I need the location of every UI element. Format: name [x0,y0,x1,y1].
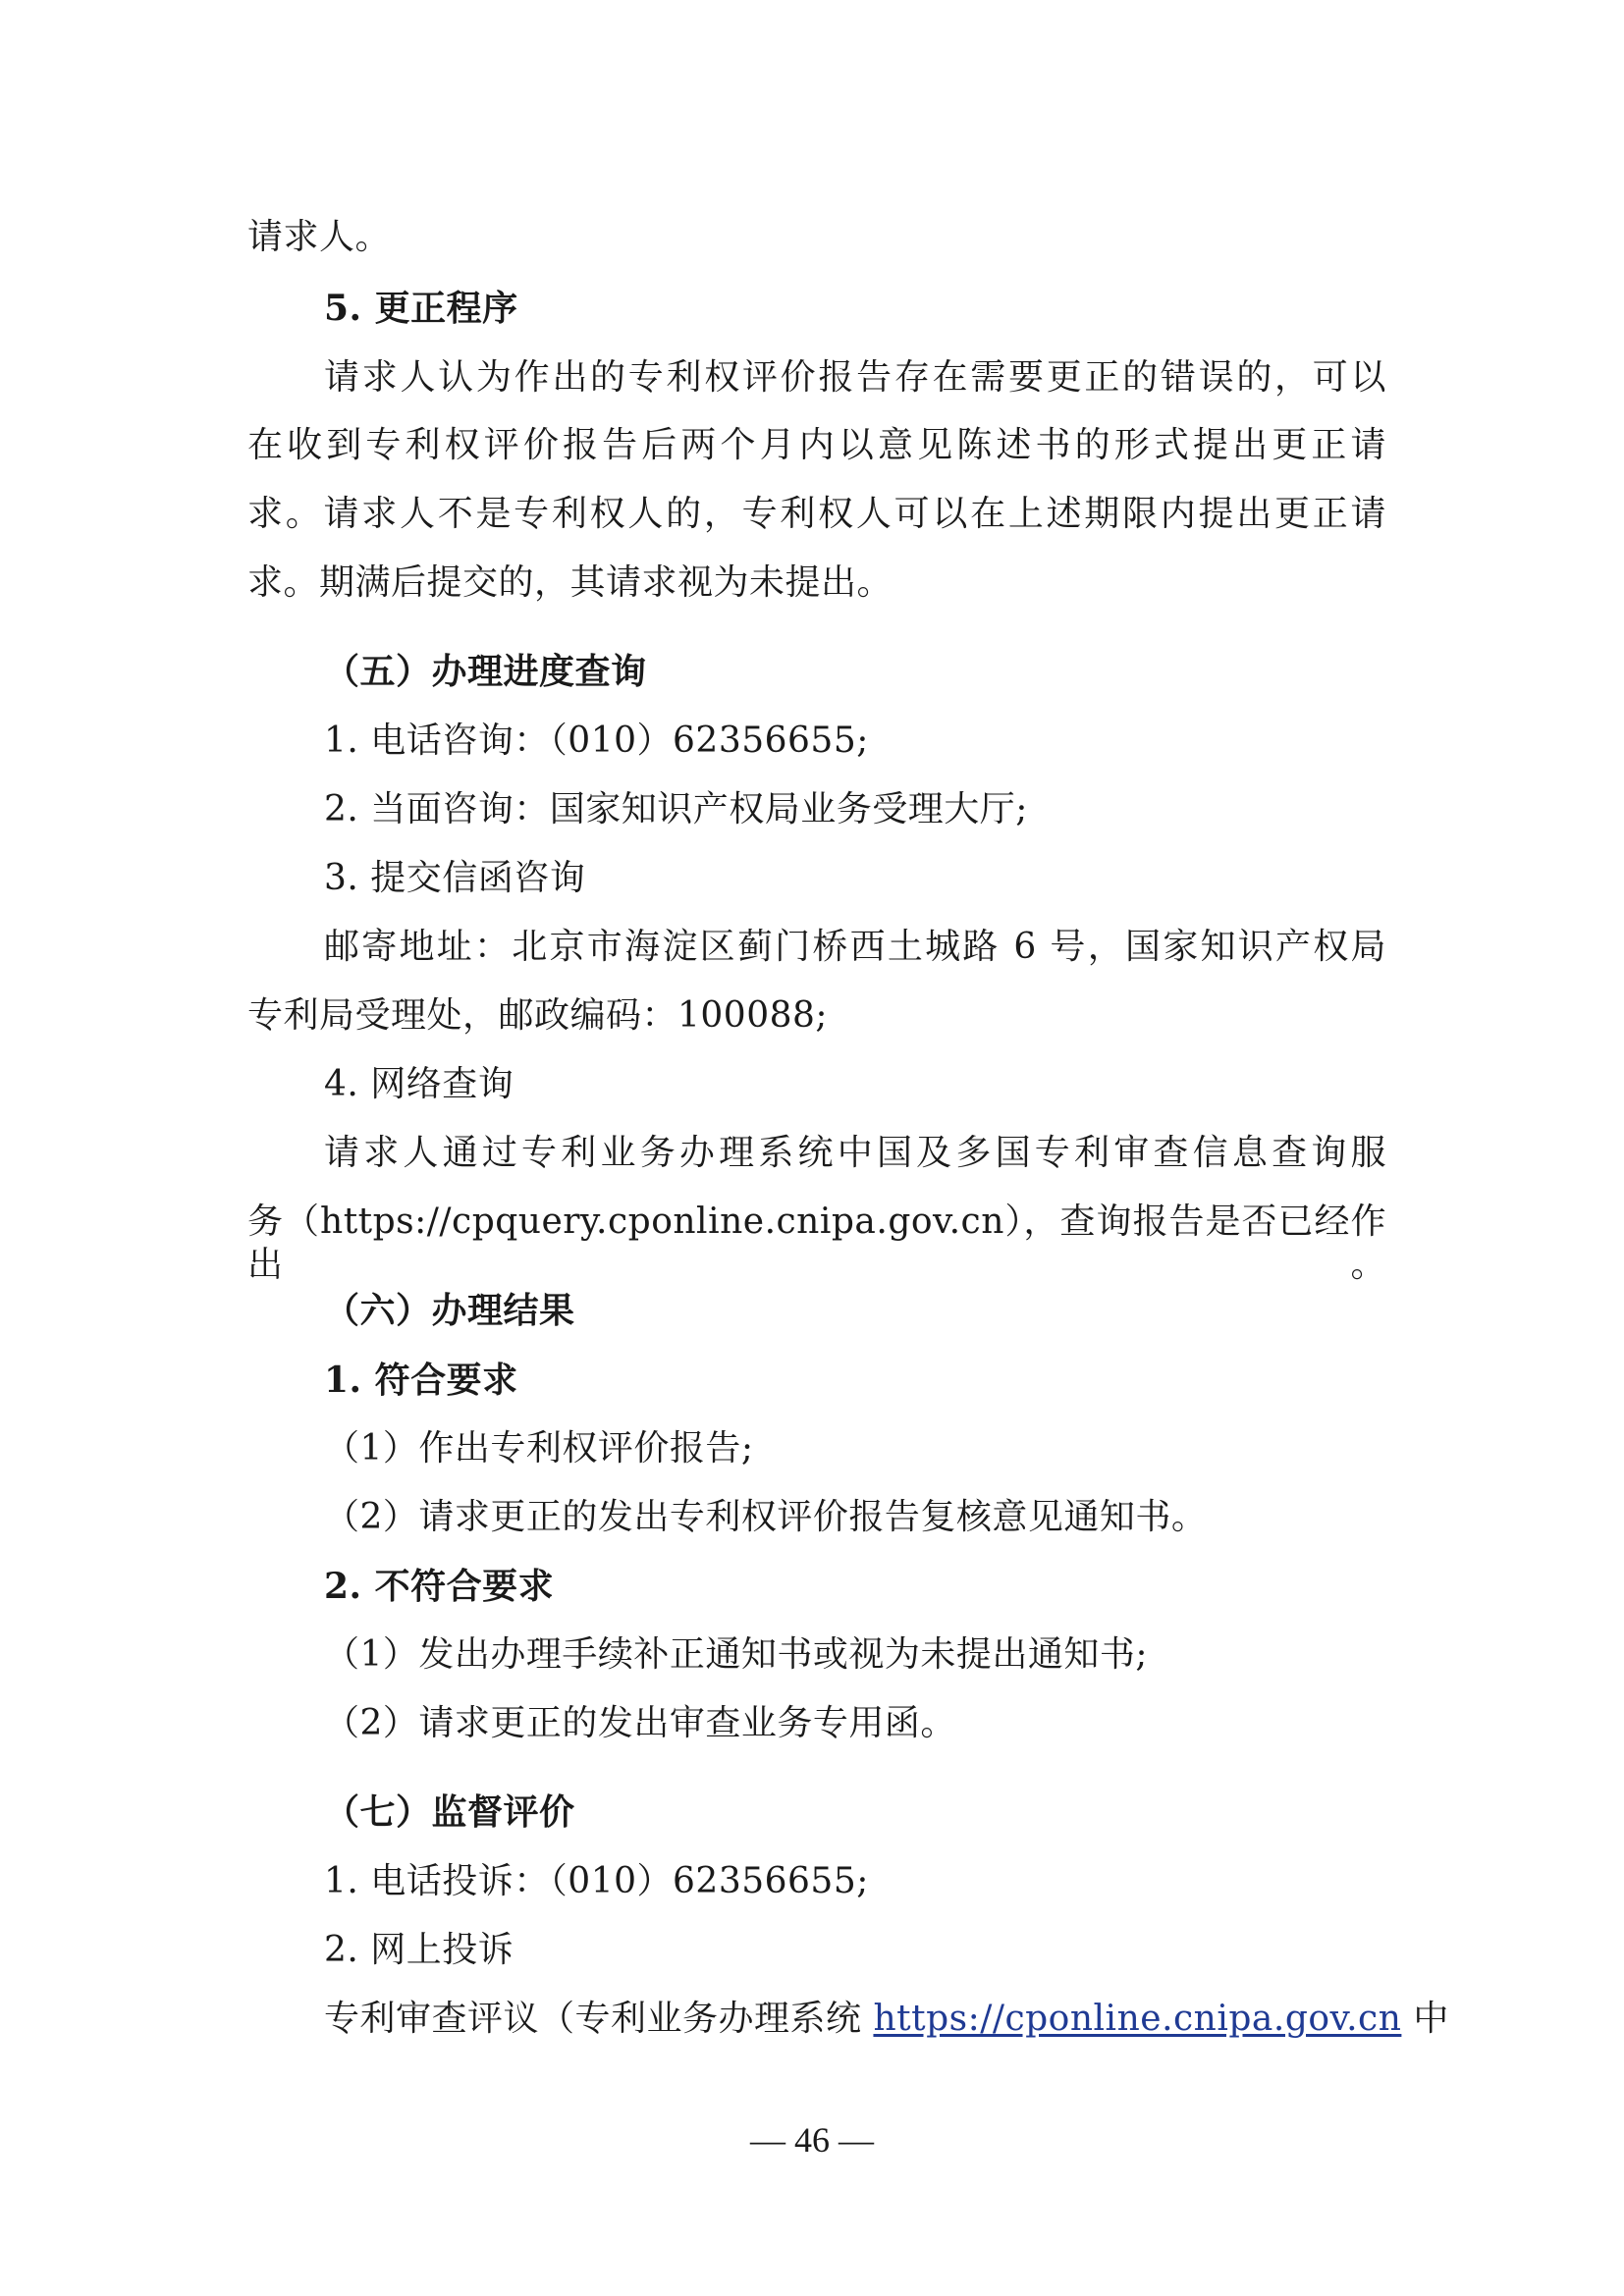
paragraph-continuation: 请求人。 [247,217,392,257]
cponline-link[interactable]: https://cponline.cnipa.gov.cn [873,1999,1402,2039]
list-item: 3. 提交信函咨询 [324,858,586,898]
list-item: 1. 电话咨询：（010）62356655; [324,721,869,761]
text-after-link: 中 [1401,1999,1449,2039]
list-item: （1）发出办理手续补正通知书或视为未提出通知书; [324,1634,1149,1675]
section-heading-result: （六）办理结果 [324,1290,575,1331]
paragraph-line: 请求人认为作出的专利权评价报告存在需要更正的错误的，可以 [324,357,1386,398]
list-item: 2. 当面咨询：国家知识产权局业务受理大厅; [324,789,1028,829]
list-item: 1. 电话投诉：（010）62356655; [324,1861,869,1901]
text-before-link: 专利审查评议（专利业务办理系统 [324,1999,874,2039]
paragraph-line: 邮寄地址：北京市海淀区蓟门桥西土城路 6 号，国家知识产权局 [324,927,1386,967]
section-heading-correction: 5. 更正程序 [324,288,518,329]
list-item: 2. 网上投诉 [324,1930,514,1970]
paragraph-line: 务（https://cpquery.cponline.cnipa.gov.cn），查询报告是否已经作出。 [247,1201,1386,1285]
paragraph-line: 请求人通过专利业务办理系统中国及多国专利审查信息查询服 [324,1133,1386,1173]
page-number: — 46 — [750,2120,874,2160]
paragraph-line-with-link [324,1998,1449,2041]
paragraph-line: 在收到专利权评价报告后两个月内以意见陈述书的形式提出更正请 [247,425,1386,465]
paragraph-line: 求。请求人不是专利权人的，专利权人可以在上述期限内提出更正请 [247,494,1386,534]
paragraph-line: 专利局受理处，邮政编码：100088; [247,995,829,1036]
paragraph-line: 求。期满后提交的，其请求视为未提出。 [247,562,893,603]
list-item: 4. 网络查询 [324,1064,514,1104]
subsection-heading: 2. 不符合要求 [324,1566,555,1607]
list-item: （1）作出专利权评价报告; [324,1428,754,1468]
subsection-heading: 1. 符合要求 [324,1360,518,1401]
list-item: （2）请求更正的发出审查业务专用函。 [324,1703,956,1743]
section-heading-progress-query: （五）办理进度查询 [324,651,647,692]
list-item: （2）请求更正的发出专利权评价报告复核意见通知书。 [324,1497,1208,1537]
section-heading-supervision: （七）监督评价 [324,1791,575,1833]
